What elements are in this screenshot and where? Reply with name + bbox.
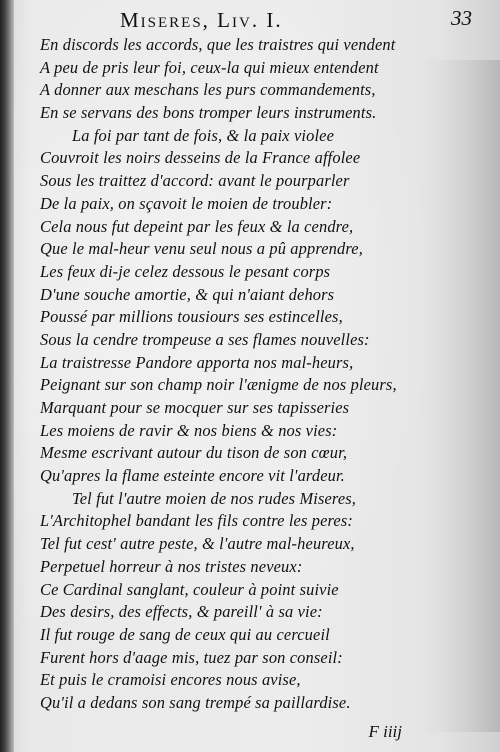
verse-line: Cela nous fut depeint par les feux & la cendre, bbox=[40, 216, 354, 236]
verse-line: D'une souche amortie, & qui n'aiant dehors bbox=[40, 284, 335, 304]
verse-line: Qu'apres la flame esteinte encore vit l'ardeur. bbox=[40, 466, 345, 486]
signature-mark: F iiij bbox=[368, 722, 402, 741]
verse-line: Marquant pour se mocquer sur ses tapisseries bbox=[40, 398, 350, 417]
binding-gutter bbox=[0, 0, 14, 752]
page-header bbox=[0, 6, 500, 34]
verse-line: Sous la cendre trompeuse a ses flames nouvelles: bbox=[40, 329, 370, 349]
verse-line: La traistresse Pandore apporta nos mal-heurs, bbox=[40, 352, 354, 372]
verse-line: Et puis le cramoisi encores nous avise, bbox=[40, 670, 301, 690]
verse-line: La foi par tant de fois, & la paix violee bbox=[72, 125, 335, 145]
verse-line: De la paix, on sçavoit le moien de troubler: bbox=[40, 193, 333, 213]
verse-line: Tel fut l'autre moien de nos rudes Miseres, bbox=[72, 488, 357, 508]
verse-line: Peignant sur son champ noir l'ænigme de nos pleurs, bbox=[40, 375, 397, 395]
verse-line: Mesme escrivant autour du tison de son cœur, bbox=[40, 443, 348, 463]
verse-line: Furent hors d'aage mis, tuez par son conseil: bbox=[40, 647, 343, 667]
verse-line: A peu de pris leur foi, ceux-la qui mieux entendent bbox=[40, 57, 379, 77]
verse-line: Qu'il a dedans son sang trempé sa paillardise. bbox=[40, 692, 351, 712]
verse-block bbox=[40, 34, 460, 715]
verse-line: Perpetuel horreur à nos tristes neveux: bbox=[40, 556, 303, 576]
verse-line: En discords les accords, que les traistres qui vendent bbox=[40, 35, 396, 54]
verse-line: Ce Cardinal sanglant, couleur à point suivie bbox=[40, 579, 339, 599]
verse-line: Tel fut cest' autre peste, & l'autre mal-heureux, bbox=[40, 534, 355, 554]
page-footer bbox=[0, 718, 500, 744]
verse-line: Couvroit les noirs desseins de la France affolee bbox=[40, 148, 361, 168]
verse-line: A donner aux meschans les purs commandements, bbox=[40, 80, 376, 100]
verse-line: Les feux di-je celez dessous le pesant corps bbox=[40, 261, 331, 281]
verse-line: Les moiens de ravir & nos biens & nos vies: bbox=[40, 420, 338, 440]
verse-line: Que le mal-heur venu seul nous a pû apprendre, bbox=[40, 239, 363, 259]
verse-line: En se servans des bons tromper leurs instruments. bbox=[40, 103, 377, 123]
running-title: Miseres, Liv. I. bbox=[120, 8, 283, 32]
verse-line: Il fut rouge de sang de ceux qui au cercueil bbox=[40, 624, 330, 644]
verse-line: Poussé par millions tousiours ses estincelles, bbox=[40, 307, 343, 327]
verse-line: L'Architophel bandant les fils contre les peres: bbox=[40, 511, 353, 531]
verse-line: Des desirs, des effects, & pareill' à sa vie: bbox=[40, 602, 323, 622]
verse-line: Sous les traittez d'accord: avant le pourparler bbox=[40, 171, 350, 191]
page-number: 33 bbox=[451, 6, 472, 30]
